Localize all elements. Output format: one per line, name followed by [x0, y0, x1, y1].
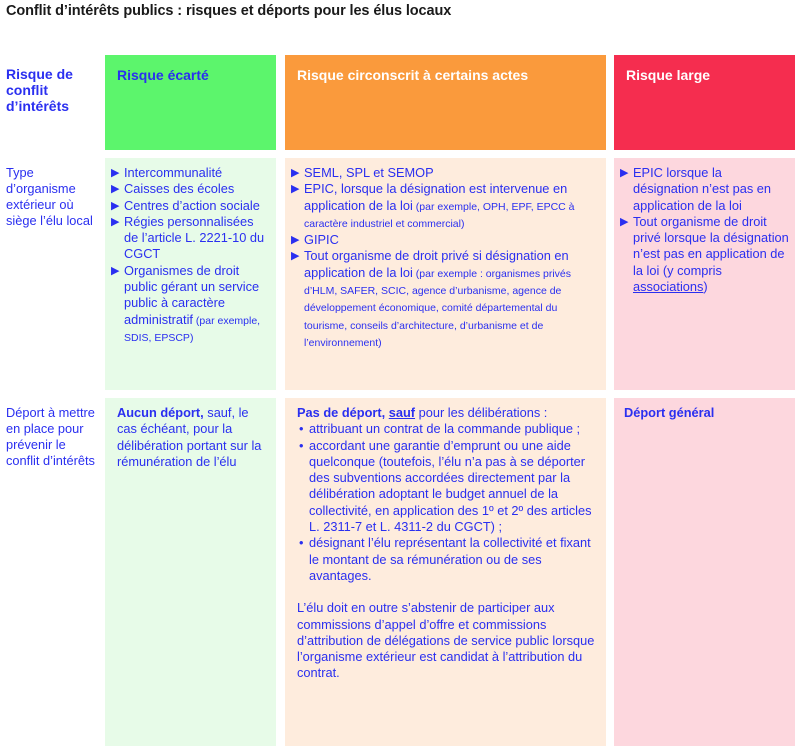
header-risque-circonscrit: Risque circonscrit à certains actes	[285, 55, 606, 150]
list-item: ▶ Organismes de droit public gérant un service public à caractère administratif (par exemple, SDIS, EPSCP)	[111, 263, 270, 346]
list-item: ▶ Tout organisme de droit privé lorsque la désignation n’est pas en application de la loi (y compris associations)	[620, 214, 789, 295]
list-item: ▶ Régies personnalisées de l’article L. 2221-10 du CGCT	[111, 214, 270, 263]
aucun-deport-label: Aucun déport,	[117, 405, 204, 420]
cell-type-risque-ecarte	[105, 158, 276, 390]
header-risque-ecarte: Risque écarté	[105, 55, 276, 150]
list-organismes-risque-ecarte	[111, 165, 270, 346]
list-item: ▶ SEML, SPL et SEMOP	[291, 165, 600, 181]
list-item: ▶ Caisses des écoles	[111, 181, 270, 197]
list-item: ▶ Centres d’action sociale	[111, 198, 270, 214]
row-type-organisme-label: Type d’organisme extérieur où siège l’élu local	[6, 165, 93, 228]
list-item: ▶ Intercommunalité	[111, 165, 270, 181]
cell-deport-risque-ecarte	[105, 398, 276, 746]
list-organismes-risque-large	[620, 165, 789, 295]
deport-general-label: Déport général	[624, 405, 715, 420]
pas-de-deport-intro: Pas de déport, sauf pour les délibérations :	[297, 405, 548, 420]
associations-link[interactable]: associations	[633, 279, 704, 295]
row-deport-label: Déport à mettre en place pour prévenir le conflit d’intérêts	[6, 405, 95, 468]
list-item: • désignant l’élu représentant la collectivité et fixant le montant de sa rémunération ou de ses avantages.	[297, 535, 598, 584]
list-item: ▶ Tout organisme de droit privé si désignation en application de la loi (par exemple : organismes privés d’HLM, SAFER, SCIC, agence d’urbanisme, agence de développement économique, comité départemental du tourisme, conseils d’architecture, d’urbanisme et de l’environnement)	[291, 248, 600, 351]
header-row-label: Risque de conflit d’intérêts	[6, 66, 73, 114]
cell-type-risque-large	[614, 158, 795, 390]
list-deliberations	[297, 421, 598, 584]
list-item: ▶ EPIC lorsque la désignation n’est pas en application de la loi	[620, 165, 789, 214]
cell-deport-risque-circonscrit	[285, 398, 606, 746]
list-organismes-risque-circonscrit	[291, 165, 600, 351]
page-title: Conflit d’intérêts publics : risques et déports pour les élus locaux	[6, 3, 452, 19]
list-item: • attribuant un contrat de la commande publique ;	[297, 421, 598, 437]
list-item: ▶ GIPIC	[291, 232, 600, 248]
commissions-paragraph: L’élu doit en outre s’abstenir de participer aux commissions d’appel d’offre et commissions d’attribution de délégations de service public lorsque l’organisme extérieur est candidat à l’attribution du contrat.	[297, 600, 595, 681]
list-item: ▶ EPIC, lorsque la désignation est intervenue en application de la loi (par exemple, OPH, EPF, EPCC à caractère industriel et commercial)	[291, 181, 600, 232]
cell-type-risque-circonscrit	[285, 158, 606, 390]
header-risque-large: Risque large	[614, 55, 795, 150]
aucun-deport-text: sauf, le cas échéant, pour la délibération portant sur la rémunération de l’élu	[117, 405, 262, 469]
list-item: • accordant une garantie d’emprunt ou une aide quelconque (toutefois, l’élu n’a pas à se déporter des subventions accordées directement par la délibération adoptant le budget annuel de la collectivité, en application des 1º et 2º des articles L. 2311-7 et L. 4311-2 du CGCT) ;	[297, 438, 598, 536]
cell-deport-risque-large	[614, 398, 795, 746]
